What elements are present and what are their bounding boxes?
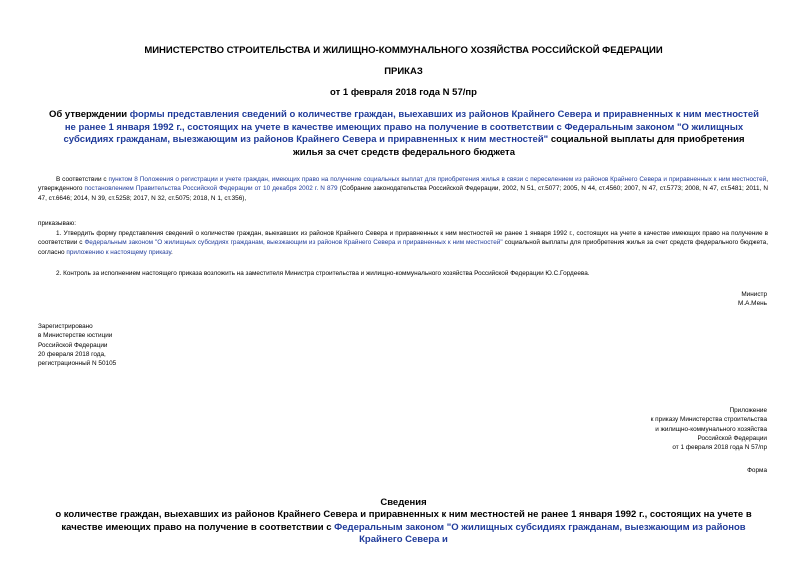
form-label: Форма [747, 467, 767, 474]
registration-block [38, 322, 116, 368]
preamble-text-1: В соответствии с [56, 176, 109, 183]
svedenia-description [40, 509, 767, 547]
document-title-suffix: социальной выплаты для приобретения жилья за счет средств федерального бюджета [293, 134, 745, 158]
signature-block [738, 290, 767, 309]
svedenia-text-1: о количестве граждан, выехавших из районов Крайнего Севера и приравненных к ним местностей не ранее 1 января 1992 г., состоящих на учете в качестве имеющих право на получение в соответствии с [55, 509, 752, 533]
registration-line: 20 февраля 2018 года, [38, 350, 106, 358]
preamble-paragraph [38, 175, 768, 203]
appendix-line: Приложение [729, 407, 767, 414]
order-item-2: 2. Контроль за исполнением настоящего приказа возложить на заместителя Министра строительства и жилищно-коммунального хозяйства Российской Федерации Ю.С.Гордеева. [56, 270, 590, 277]
appendix-line: к приказу Министерства строительства [650, 416, 767, 424]
appendix-line: и жилищно-коммунального хозяйства [655, 425, 767, 433]
signature-position: Министр [741, 291, 767, 298]
document-title-link[interactable]: формы представления сведений о количестве граждан, выехавших из районов Крайнего Севера и приравненных к ним местностей не ранее 1 января 1992 г., состоящих на учете в качестве имеющих право на получение в соответствии с Федеральным законом "О жилищных субсидиях гражданам, выезжающим из районов Крайнего Севера и приравненных к ним местностей" [63, 109, 759, 146]
order-date: от 1 февраля 2018 года N 57/пр [330, 87, 477, 98]
registration-line: регистрационный N 50105 [38, 360, 117, 368]
appendix-line: Российской Федерации [697, 434, 767, 442]
ministry-heading: МИНИСТЕРСТВО СТРОИТЕЛЬСТВА И ЖИЛИЩНО-КОММУНАЛЬНОГО ХОЗЯЙСТВА РОССИЙСКОЙ ФЕДЕРАЦИИ [144, 45, 663, 56]
item1-text-1: 1. Утвердить форму представления сведений о количестве граждан, выехавших из районов Крайнего Севера и приравненных к ним местностей не ранее 1 января 1992 г., состоящих на учете в качестве имеющих право на получение в соответствии с [38, 230, 768, 247]
order-title: ПРИКАЗ [384, 66, 423, 77]
item1-text-2: социальной выплаты для приобретения жилья за счет средств федерального бюджета, согласно [38, 239, 768, 256]
order-item-1 [38, 229, 768, 257]
regulation-point-8-link[interactable]: пунктом 8 Положения о регистрации и учете граждан, имеющих право на получение социальных выплат для приобретения жилья в связи с переселением из районов Крайнего Севера и приравненных к ним местностей [108, 176, 767, 183]
registration-line: в Министерстве юстиции [38, 332, 113, 340]
appendix-line: от 1 февраля 2018 года N 57/пр [672, 444, 767, 452]
federal-law-link[interactable]: Федеральным законом "О жилищных субсидиях гражданам, выезжающим из районов Крайнего Севера и приравненных к ним местностей" [84, 239, 503, 247]
orders-word: приказываю: [38, 220, 76, 227]
item1-text-3: . [171, 248, 173, 256]
appendix-link[interactable]: приложению к настоящему приказу [66, 248, 172, 256]
preamble-text-3: (Собрание законодательства Российской Федерации, 2002, N 51, ст.5077; 2005, N 44, ст.4560; 2007, N 47, ст.5773; 2008, N 47, ст.5481; 2011, N 47, ст.6646; 2014, N 39, ст.5258; 2017, N 32, ст.5075; 2018, N 1, ст.356), [38, 185, 768, 202]
registration-line: Зарегистрировано [38, 323, 93, 330]
svedenia-title: Сведения [380, 497, 427, 508]
government-decree-link[interactable]: постановлением Правительства Российской Федерации от 10 декабря 2002 г. N 879 [84, 185, 338, 193]
document-title [48, 109, 760, 159]
registration-line: Российской Федерации [38, 341, 108, 349]
signature-name: М.А.Мень [738, 300, 767, 308]
document-title-prefix: Об утверждении [49, 109, 130, 120]
svedenia-federal-law-link[interactable]: Федеральным законом "О жилищных субсидиях гражданам, выезжающим из районов Крайнего Севера и [334, 521, 746, 546]
appendix-block [651, 406, 767, 452]
preamble-text-2: , утвержденного [38, 176, 768, 193]
